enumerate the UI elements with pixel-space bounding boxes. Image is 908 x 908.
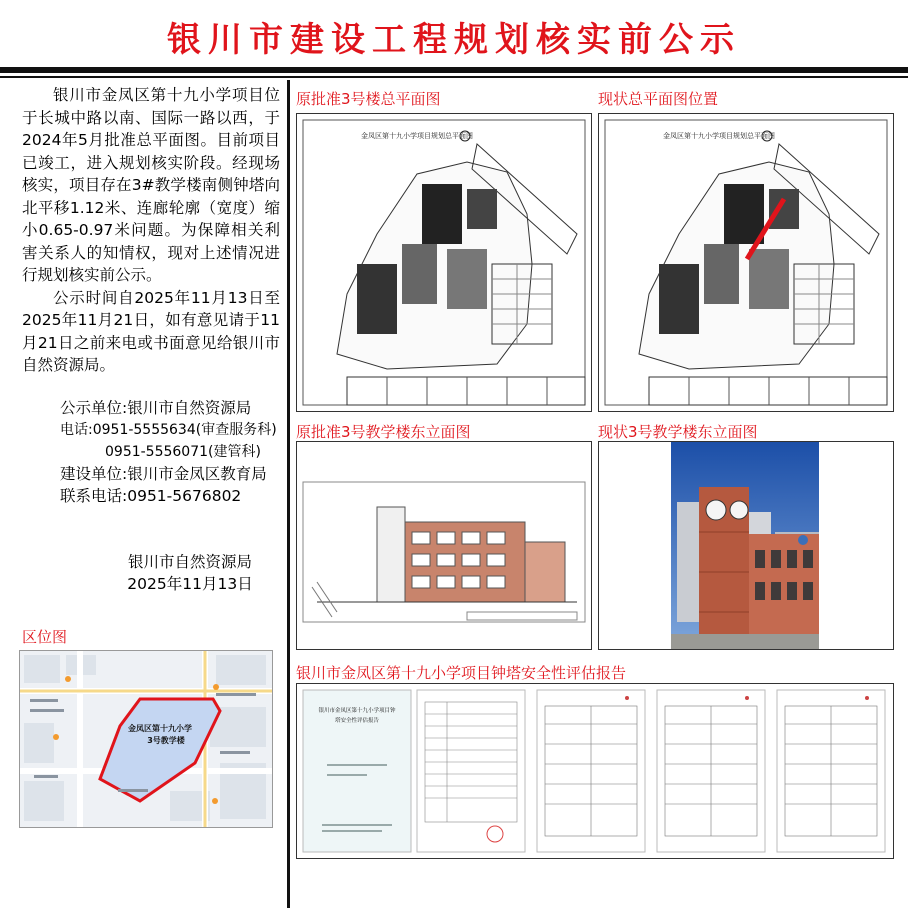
publisher-line: 公示单位:银川市自然资源局 xyxy=(60,399,252,417)
notice-text xyxy=(22,84,280,377)
site-label-line-1: 金凤区第十九小学 xyxy=(128,724,192,733)
notice-paragraph-2: 公示时间自2025年11月13日至2025年11月21日，如有意见请于11月21日之前来电或书面意见给银川市自然资源局。 xyxy=(22,288,280,374)
current-drawing-title: 金凤区第十九小学项目规划总平面图 xyxy=(663,132,775,140)
phone-line-2: 0951-5556071(建管科) xyxy=(105,444,261,460)
current-elevation-frame xyxy=(598,441,894,650)
current-site-plan-drawing xyxy=(599,114,893,411)
location-map-drawing xyxy=(20,651,272,827)
site-label-line-2: 3号教学楼 xyxy=(147,736,185,745)
approved-site-plan-drawing xyxy=(297,114,591,411)
title-rule-thick xyxy=(0,67,908,73)
builder-phone-line: 联系电话:0951-5676802 xyxy=(60,487,242,505)
signature-org: 银川市自然资源局 xyxy=(127,553,252,571)
safety-report-label: 银川市金凤区第十九小学项目钟塔安全性评估报告 xyxy=(296,664,627,682)
builder-line: 建设单位:银川市金凤区教育局 xyxy=(60,465,267,483)
safety-report-pages xyxy=(297,684,893,858)
approved-elevation-drawing xyxy=(297,442,591,649)
page-title: 银川市建设工程规划核实前公示 xyxy=(167,20,741,60)
approved-elevation-frame xyxy=(296,441,592,650)
notice-paragraph-1: 银川市金凤区第十九小学项目位于长城中路以南、国际一路以西，于2024年5月批准总平面图。目前项目已竣工，进入规划核实阶段。经现场核实，项目存在3#教学楼南侧钟塔向北平移1.12米、连廊轮廓（宽度）缩小0.65-0.97米问题。为保障相关利害关系人的知情权，现对上述情况进行规划核实前公示。 xyxy=(22,86,280,284)
approved-drawing-title: 金凤区第十九小学项目规划总平面图 xyxy=(361,132,473,140)
report-cover-title-1: 银川市金凤区第十九小学项目钟 xyxy=(318,708,396,714)
location-map-label: 区位图 xyxy=(22,628,68,646)
title-rule-thin xyxy=(0,76,908,78)
phone-line-1: 电话:0951-5555634(审查服务科) xyxy=(60,422,277,438)
approved-site-plan-label: 原批准3号楼总平面图 xyxy=(296,90,441,108)
approved-elevation-label: 原批准3号教学楼东立面图 xyxy=(296,423,471,441)
safety-report-frame xyxy=(296,683,894,859)
signature-date: 2025年11月13日 xyxy=(127,575,253,593)
current-site-plan-frame xyxy=(598,113,894,412)
current-site-plan-label: 现状总平面图位置 xyxy=(598,90,719,108)
location-map xyxy=(19,650,273,828)
current-elevation-photo xyxy=(599,442,893,649)
current-elevation-label: 现状3号教学楼东立面图 xyxy=(598,423,758,441)
report-cover-title-2: 塔安全性评估报告 xyxy=(334,718,380,724)
approved-site-plan-frame xyxy=(296,113,592,412)
